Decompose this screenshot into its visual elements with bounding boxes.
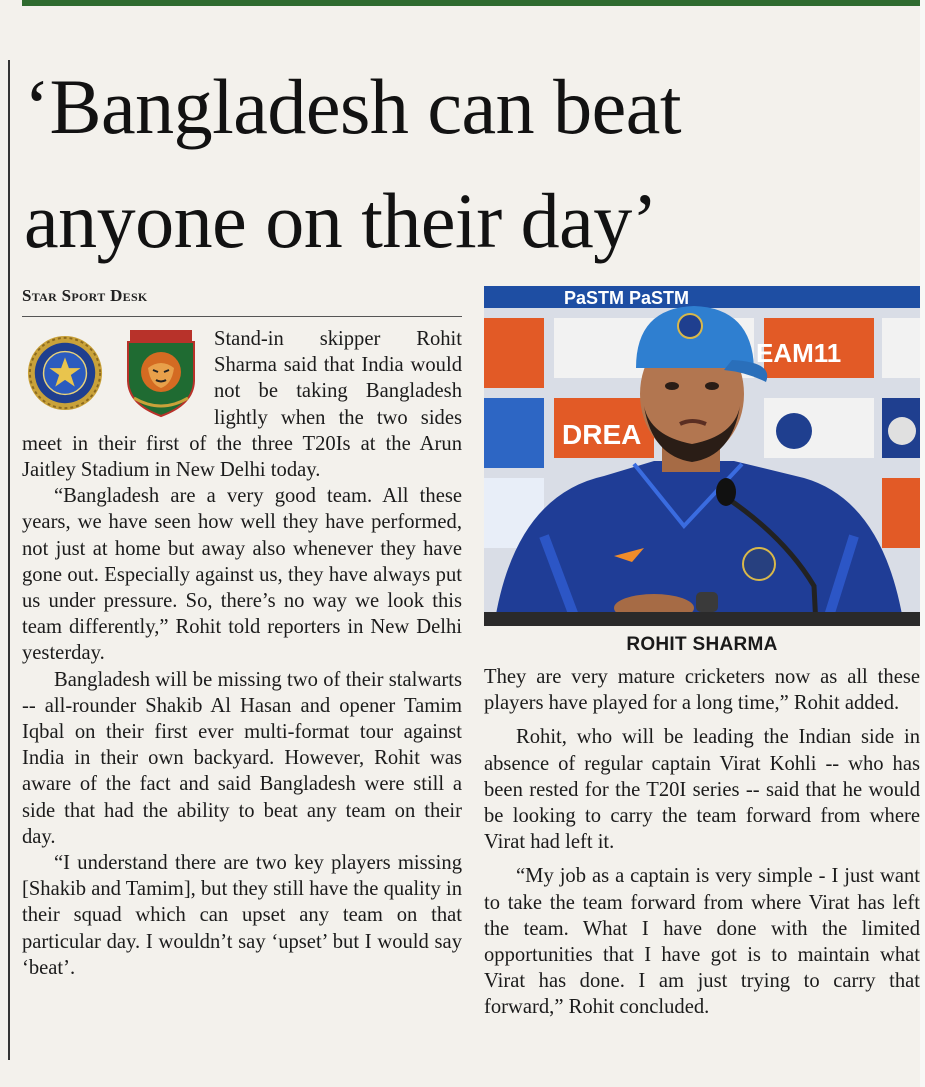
article-paragraph: They are very mature cricketers now as all these players have played for a long time,” Rohit added. <box>484 666 920 715</box>
article-paragraph: Rohit, who will be leading the Indian side in absence of regular captain Virat Kohli -- who has been rested for the T20I series -- said that he would be looking to carry the team forward from where Virat had left it. <box>484 726 920 854</box>
right-column <box>484 664 920 1021</box>
page-right-margin <box>920 0 925 1087</box>
top-color-bar <box>22 0 920 6</box>
banner-paytm-text: PaSTM PaSTM <box>564 288 690 308</box>
press-conference-image <box>484 286 920 626</box>
article-paragraph: “My job as a captain is very simple - I just want to take the team forward from where Virat has left the team. What I have done with the limited opportunities that I have got is to maintain what Virat has done. I am just trying to carry that forward,” Rohit concluded. <box>484 865 920 1019</box>
article-paragraph: “I understand there are two key players missing [Shakib and Tamim], but they still have the quality in their squad which can upset any team on that particular day. I wouldn’t say ‘upset’ but I would say ‘beat’. <box>22 852 462 979</box>
headline <box>24 50 914 278</box>
banner-dream-text: DREA <box>562 419 642 450</box>
bcci-logo-icon <box>26 334 104 412</box>
byline-desk: Star Sport Desk <box>22 286 148 305</box>
byline-rule <box>22 316 462 317</box>
article-paragraph: Stand-in skipper Rohit Sharma said that India would not be taking Bangladesh lightly when the two sides meet in their first of the three T20Is at the Arun Jaitley Stadium in New Delhi today. <box>22 328 462 482</box>
left-column <box>22 326 462 981</box>
rohit-sharma-photo <box>484 286 920 626</box>
left-column-rule <box>8 60 10 1060</box>
bangladesh-board-logo-icon <box>120 328 202 418</box>
banner-dream11-text: EAM11 <box>756 338 842 368</box>
article-paragraph: “Bangladesh are a very good team. All these years, we have seen how well they have performed, not just at home but away also whenever they have gone out. Especially against us, they have always put us under pressure. So, there’s no way we look this team differently,” Rohit told reporters in New Delhi yesterday. <box>22 485 462 665</box>
headline-line-2: anyone on their day’ <box>24 177 658 264</box>
photo-caption: ROHIT SHARMA <box>626 634 778 655</box>
article-paragraph: Bangladesh will be missing two of their stalwarts -- all-rounder Shakib Al Hasan and opener Tamim Iqbal on their first ever multi-format tour against India in their own backyard. However, Rohit was aware of the fact and said Bangladesh were still a side that had the ability to beat any team on their day. <box>22 668 462 848</box>
headline-line-1: ‘Bangladesh can beat <box>24 63 682 150</box>
team-logos <box>22 328 208 420</box>
